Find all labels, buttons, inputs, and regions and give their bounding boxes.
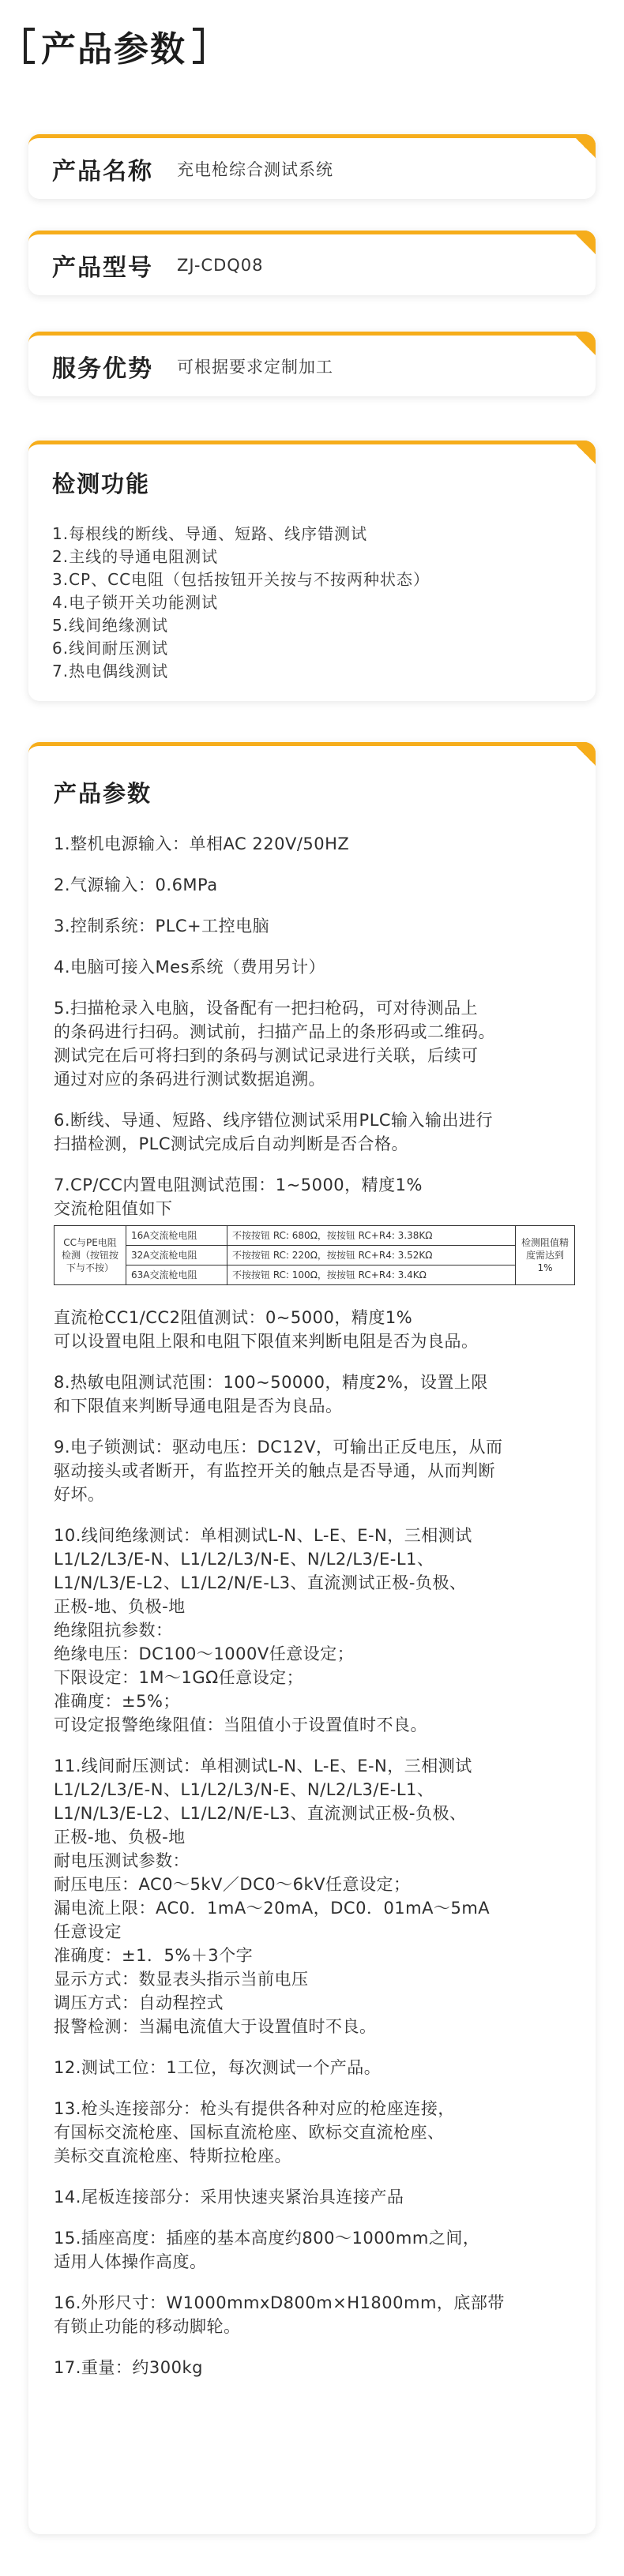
table-cell-values: 不按按钮 RC: 680Ω，按按钮 RC+R4: 3.38KΩ [227, 1226, 516, 1246]
param-line: 通过对应的条码进行测试数据追溯。 [54, 1070, 325, 1089]
param-line: L1/N/L3/E-L2、L1/L2/N/E-L3、直流测试正极-负极、 [54, 1573, 467, 1592]
table-cell-header: CC与PE电阻检测（按钮按下与不按） [55, 1226, 126, 1285]
table-cell-values: 不按按钮 RC: 220Ω，按按钮 RC+R4: 3.52KΩ [227, 1246, 516, 1266]
param-line: 正极-地、负极-地 [54, 1828, 186, 1847]
param-line: L1/L2/L3/E-N、L1/L2/L3/N-E、N/L2/L3/E-L1、 [54, 1550, 434, 1569]
param-withstand-voltage [54, 1754, 567, 2038]
param-dimensions [54, 2291, 567, 2338]
param-line: 扫描检测，PLC测试完成后自动判断是否合格。 [54, 1134, 409, 1153]
service-advantage-label: 服务优势 [52, 354, 153, 383]
param-power-input: 1.整机电源输入：单相AC 220V/50HZ [54, 834, 350, 853]
param-line: 可设定报警绝缘阻值：当阻值小于设置值时不良。 [54, 1715, 427, 1734]
param-line: 15.插座高度：插座的基本高度约800～1000mm之间， [54, 2229, 480, 2248]
param-control-system: 3.控制系统：PLC+工控电脑 [54, 917, 270, 936]
param-gun-head [54, 2097, 567, 2168]
page-heading [24, 22, 204, 69]
function-item: 5.线间绝缘测试 [52, 616, 169, 635]
param-cp-cc [54, 1173, 567, 1221]
function-item: 4.电子锁开关功能测试 [52, 593, 219, 612]
param-line: 交流枪阻值如下 [54, 1199, 173, 1218]
function-item: 7.热电偶线测试 [52, 662, 169, 681]
param-socket-height [54, 2226, 567, 2274]
param-line: 直流枪CC1/CC2阻值测试：0~5000，精度1% [54, 1308, 413, 1327]
param-line: 正极-地、负极-地 [54, 1597, 186, 1616]
param-line: 漏电流上限：AC0．1mA～20mA，DC0．01mA～5mA [54, 1899, 491, 1918]
left-bracket [24, 28, 35, 64]
param-wiring-test [54, 1108, 567, 1156]
param-line: 有国标交流枪座、国标直流枪座、欧标交直流枪座、 [54, 2123, 445, 2142]
param-line: 8.热敏电阻测试范围：100~50000，精度2%，设置上限 [54, 1373, 488, 1392]
param-line: 9.电子锁测试：驱动电压：DC12V，可输出正反电压，从而 [54, 1438, 503, 1457]
param-line: 7.CP/CC内置电阻测试范围：1~5000，精度1% [54, 1176, 423, 1194]
table-cell-type: 16A交流枪电阻 [126, 1226, 227, 1246]
param-dc-cc [54, 1306, 567, 1353]
param-lock-test [54, 1435, 567, 1506]
functions-list [52, 523, 572, 683]
param-line: 准确度：±5%； [54, 1692, 180, 1711]
param-thermistor [54, 1370, 567, 1418]
table-row [55, 1226, 575, 1246]
param-tail-board: 14.尾板连接部分：采用快速夹紧治具连接产品 [54, 2188, 404, 2207]
product-name-label: 产品名称 [52, 157, 153, 186]
parameters-title: 产品参数 [54, 780, 152, 807]
param-line: 美标交直流枪座、特斯拉枪座。 [54, 2147, 291, 2165]
product-model-card [28, 231, 596, 295]
param-line: 和下限值来判断导通电阻是否为良品。 [54, 1397, 343, 1415]
param-line: 耐电压测试参数： [54, 1851, 190, 1870]
param-mes: 4.电脑可接入Mes系统（费用另计） [54, 958, 326, 977]
param-line: 驱动接头或者断开，有监控开关的触点是否导通，从而判断 [54, 1461, 495, 1480]
param-scanner [54, 996, 567, 1091]
param-line: 绝缘电压：DC100～1000V任意设定； [54, 1644, 355, 1663]
param-line: 16.外形尺寸：W1000mmxD800m×H1800mm，底部带 [54, 2293, 505, 2312]
param-line: 6.断线、导通、短路、线序错位测试采用PLC输入输出进行 [54, 1111, 494, 1130]
product-model-label: 产品型号 [52, 253, 153, 282]
param-line: 10.线间绝缘测试：单相测试L-N、L-E、E-N，三相测试 [54, 1526, 472, 1545]
table-row [55, 1246, 575, 1266]
table-cell-type: 63A交流枪电阻 [126, 1266, 227, 1285]
function-item: 2.主线的导通电阻测试 [52, 547, 219, 566]
param-line: 的条码进行扫码。测试前，扫描产品上的条形码或二维码。 [54, 1022, 495, 1041]
param-line: L1/L2/L3/E-N、L1/L2/L3/N-E、N/L2/L3/E-L1、 [54, 1780, 434, 1799]
right-bracket [193, 28, 204, 64]
function-item: 1.每根线的断线、导通、短路、线序错测试 [52, 524, 368, 543]
param-line: 下限设定：1M～1GΩ任意设定； [54, 1668, 304, 1687]
param-line: 5.扫描枪录入电脑，设备配有一把扫枪码，可对待测品上 [54, 999, 479, 1018]
param-stations: 12.测试工位：1工位，每次测试一个产品。 [54, 2058, 382, 2077]
resistance-table [54, 1225, 575, 1285]
param-line: 准确度：±1．5%＋3个字 [54, 1946, 254, 1965]
param-line: 耐压电压：AC0～5kV／DC0～6kV任意设定； [54, 1875, 411, 1894]
page-title: 产品参数 [41, 29, 186, 69]
param-line: 可以设置电阻上限和电阻下限值来判断电阻是否为良品。 [54, 1332, 479, 1351]
product-name-value: 充电枪综合测试系统 [177, 159, 333, 179]
param-line: 适用人体操作高度。 [54, 2252, 207, 2271]
function-item: 3.CP、CC电阻（包括按钮开关按与不按两种状态） [52, 570, 430, 589]
parameters-card [28, 742, 596, 2534]
table-row [55, 1266, 575, 1285]
functions-card [28, 441, 596, 701]
param-line: 好坏。 [54, 1485, 105, 1504]
service-advantage-value: 可根据要求定制加工 [177, 357, 333, 377]
param-line: 报警检测：当漏电流值大于设置值时不良。 [54, 2017, 377, 2036]
param-insulation [54, 1524, 567, 1737]
product-name-card [28, 134, 596, 199]
table-cell-values: 不按按钮 RC: 100Ω，按按钮 RC+R4: 3.4KΩ [227, 1266, 516, 1285]
param-line: 13.枪头连接部分：枪头有提供各种对应的枪座连接， [54, 2099, 455, 2118]
product-model-value: ZJ-CDQ08 [177, 255, 264, 275]
param-line: 有锁止功能的移动脚轮。 [54, 2317, 241, 2336]
functions-title: 检测功能 [52, 471, 151, 497]
param-line: 任意设定 [54, 1922, 122, 1941]
param-line: 绝缘阻抗参数： [54, 1621, 173, 1640]
table-cell-type: 32A交流枪电阻 [126, 1246, 227, 1266]
param-line: L1/N/L3/E-L2、L1/L2/N/E-L3、直流测试正极-负极、 [54, 1804, 467, 1823]
param-air-input: 2.气源输入：0.6MPa [54, 876, 218, 894]
param-line: 11.线间耐压测试：单相测试L-N、L-E、E-N，三相测试 [54, 1757, 472, 1775]
service-advantage-card [28, 332, 596, 396]
table-cell-accuracy: 检测阻值精度需达到1% [516, 1226, 575, 1285]
param-line: 测试完在后可将扫到的条码与测试记录进行关联，后续可 [54, 1046, 479, 1065]
param-line: 显示方式：数显表头指示当前电压 [54, 1970, 309, 1989]
function-item: 6.线间耐压测试 [52, 639, 169, 658]
param-weight: 17.重量：约300kg [54, 2358, 203, 2377]
param-line: 调压方式：自动程控式 [54, 1993, 224, 2012]
